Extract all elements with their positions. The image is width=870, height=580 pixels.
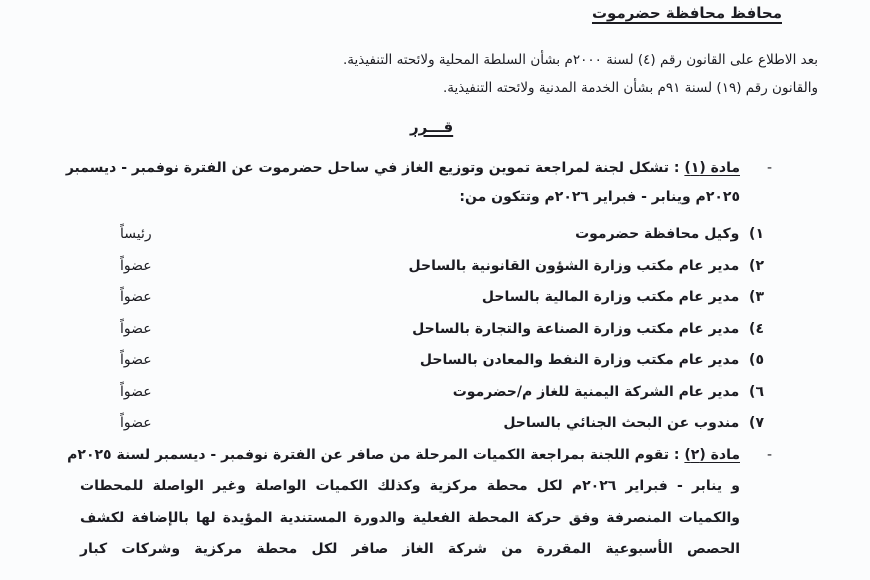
article2-line-3: والكميات المنصرفة وفق حركة المحطة الفعلية والدورة المستندية المؤيدة لها بالإضافة لكشف [80,510,740,526]
member-item: ٤) مدير عام مكتب وزارة الصناعة والتجارة بالساحل [412,321,764,337]
article1-text: : تشكل لجنة لمراجعة تموين وتوزيع الغاز في ساحل حضرموت عن الفترة نوفمبر - ديسمبر [65,160,680,176]
article1-bullet: - [766,160,772,176]
member-role: عضواً [120,258,152,274]
article2-line-2: و ينابر - فبراير ٢٠٢٦م لكل محطة مركزية وكذلك الكميات الواصلة وغير الواصلة للمحطات [80,478,741,494]
member-item: ٥) مدير عام مكتب وزارة النفط والمعادن بالساحل [419,352,764,368]
member-item: ٢) مدير عام مكتب وزارة الشؤون القانونية بالساحل [408,258,764,274]
member-role: عضواً [120,352,152,368]
article2-text: : تقوم اللجنة بمراجعة الكميات المرحلة من صافر عن الفترة نوفمبر - ديسمبر لسنة ٢٠٢٥م [67,447,680,463]
member-item: ٦) مدير عام الشركة اليمنية للغاز م/حضرموت [452,384,764,400]
member-role: رئيساً [120,226,152,242]
article1-line-1 [66,160,740,176]
member-role: عضواً [120,415,152,431]
article2-bullet: - [766,447,772,463]
article2-line-4: الحصص الأسبوعية المقررة من شركة الغاز صافر لكل محطة مركزية وشركات كبار [80,541,740,557]
member-item: ١) وكيل محافظة حضرموت [575,226,764,242]
member-role: عضواً [120,289,152,305]
decree-heading: قـــرر [410,118,454,136]
article1-line-2: ٢٠٢٥م وينابر - فبراير ٢٠٢٦م وتتكون من: [459,189,740,205]
article1-label: مادة (١) [684,160,740,176]
member-role: عضواً [120,321,152,337]
preamble-line-2: والقانون رقم (١٩) لسنة ٩١م بشأن الخدمة المدنية ولائحته التنفيذية. [442,80,818,96]
preamble-line-1: بعد الاطلاع على القانون رقم (٤) لسنة ٢٠٠٠م بشأن السلطة المحلية ولائحته التنفيذية. [343,52,818,68]
document-title: محافظ محافظة حضرموت [591,4,782,22]
member-item: ٧) مندوب عن البحث الجنائي بالساحل [503,415,764,431]
article2-label: مادة (٢) [684,447,740,463]
member-item: ٣) مدير عام مكتب وزارة المالية بالساحل [481,289,764,305]
member-role: عضواً [120,384,152,400]
article2-line-1 [67,447,740,463]
